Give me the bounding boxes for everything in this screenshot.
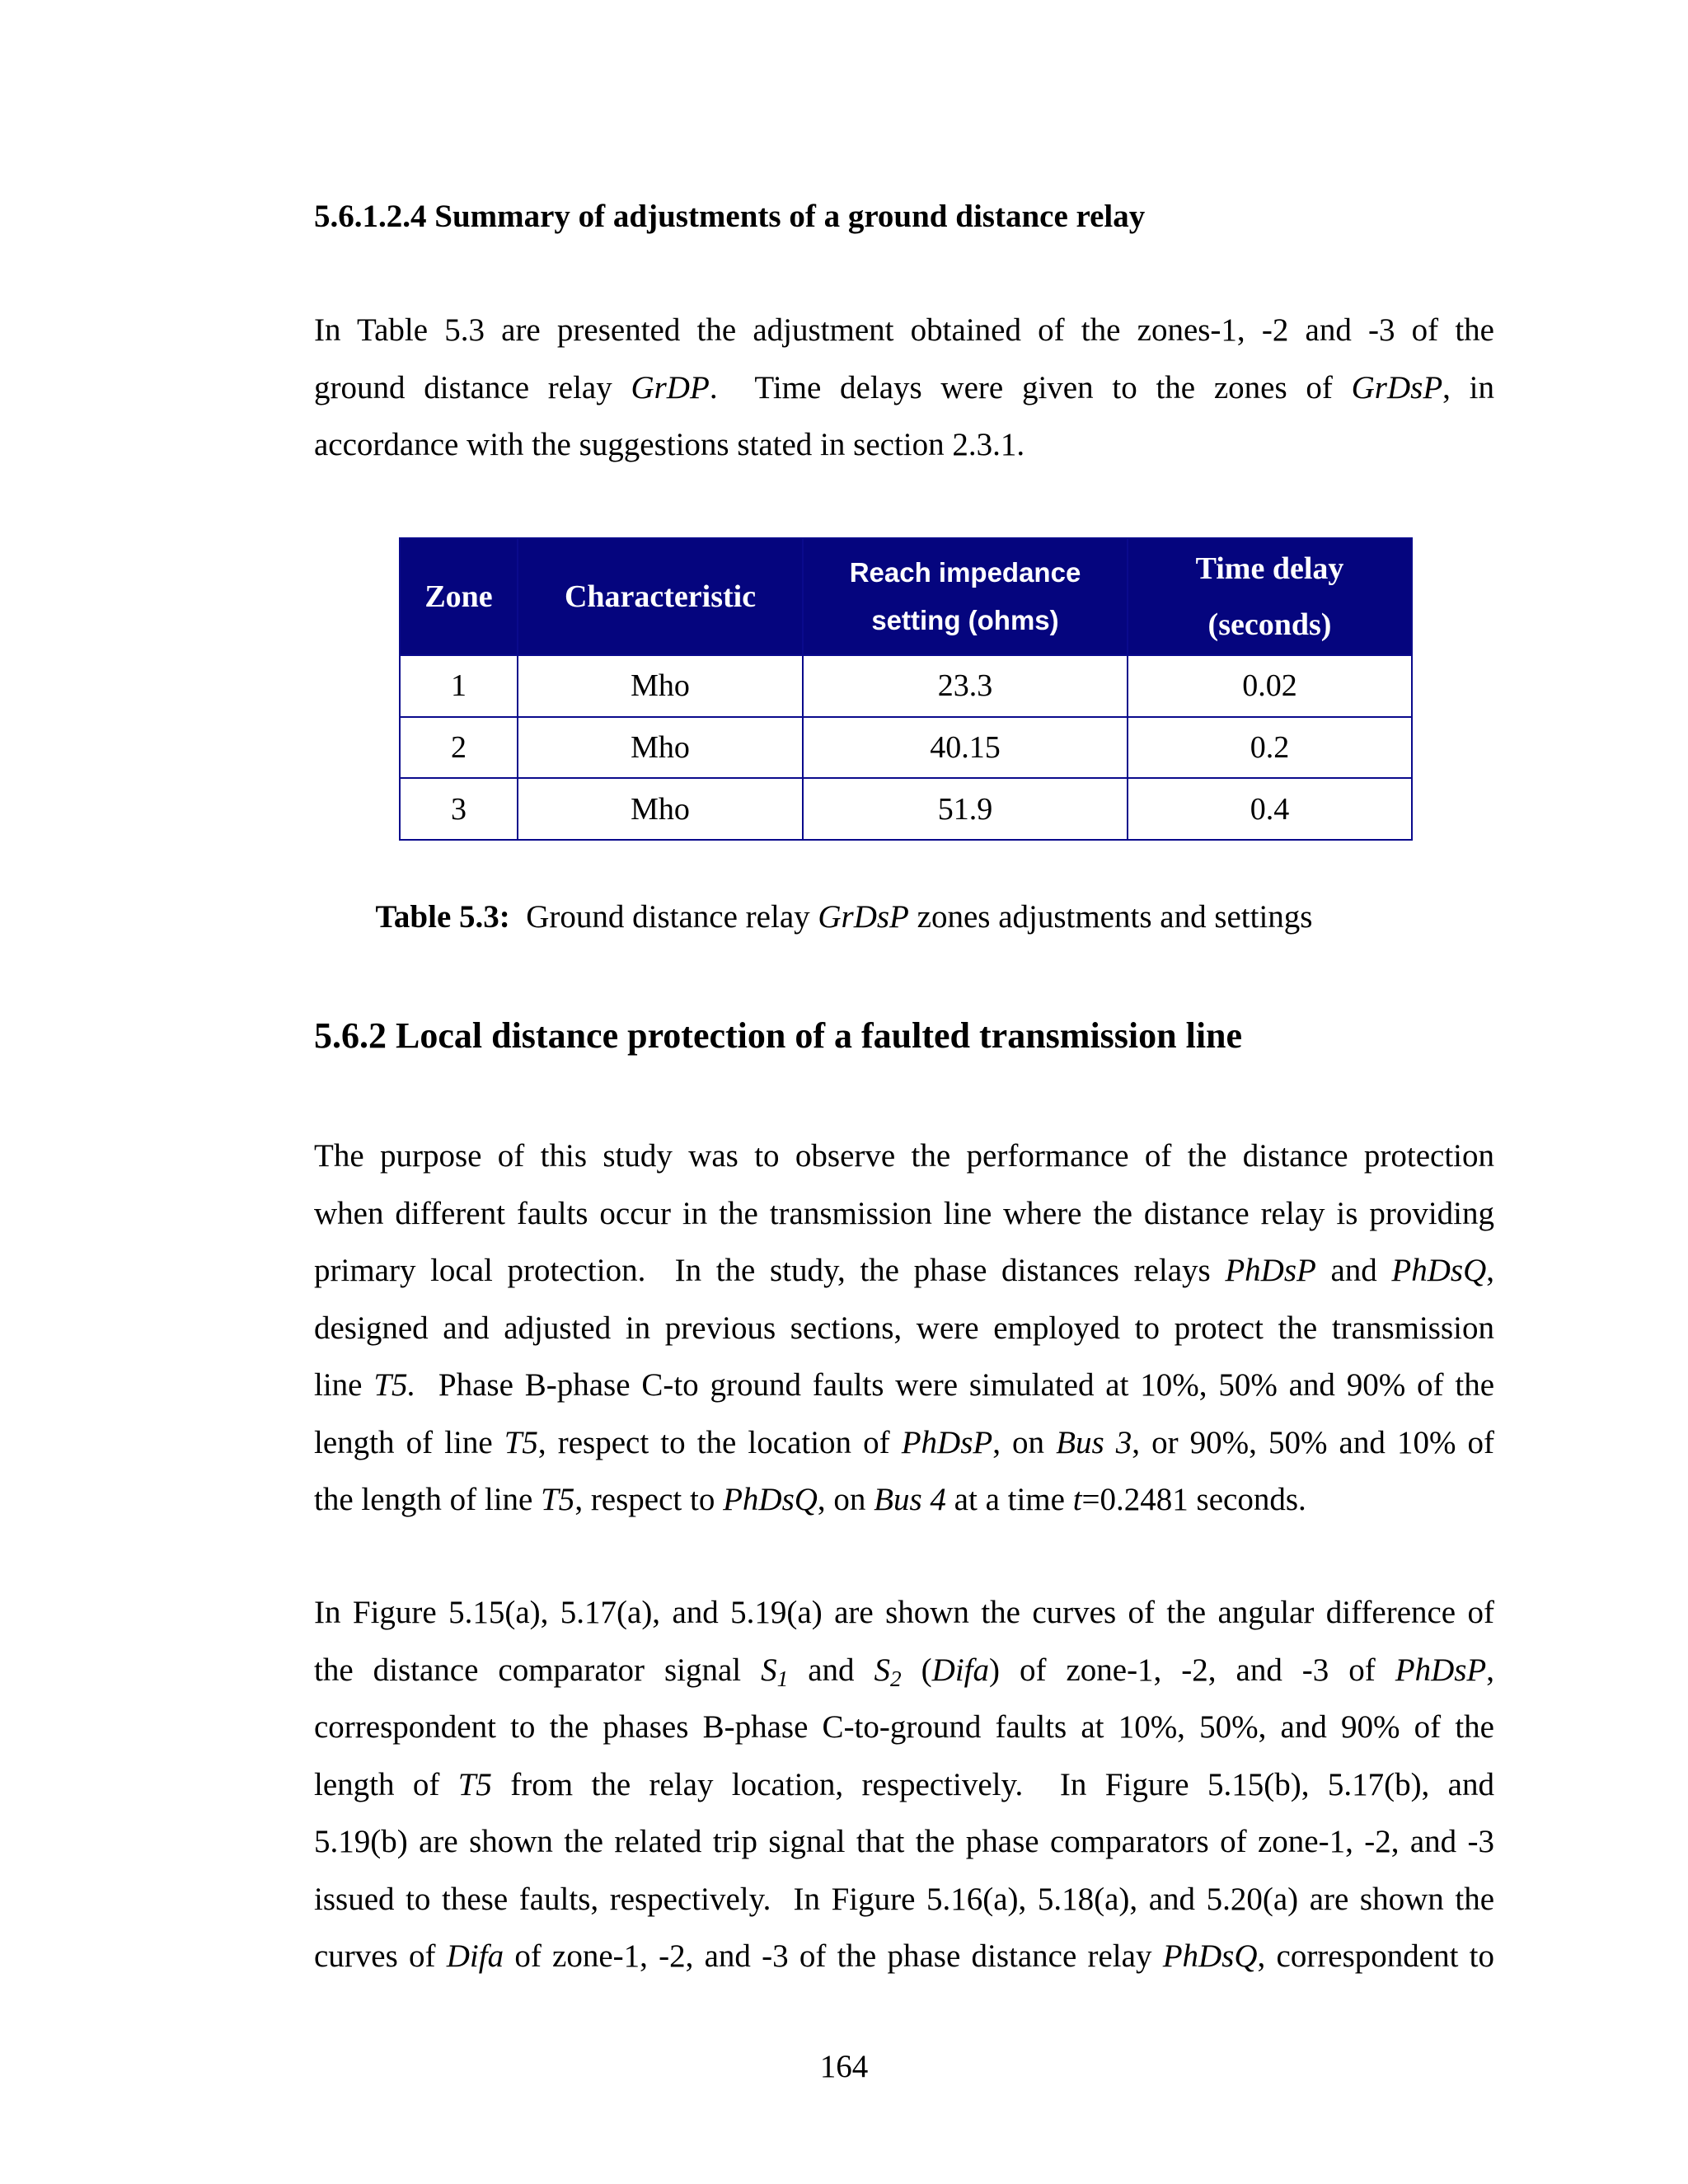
text-run: . Time delays were given to the zones of (709, 369, 1352, 405)
text-line (314, 1357, 1494, 1414)
header-line: setting (ohms) (871, 605, 1059, 635)
text-line (314, 1584, 1494, 1642)
text-run: ground distance relay (314, 369, 631, 405)
table-row (400, 778, 1412, 840)
text-run: the distance comparator signal (314, 1652, 762, 1688)
text-line (314, 1300, 1494, 1357)
text-run: and (788, 1652, 874, 1688)
bus-name: Bus 3 (1056, 1424, 1132, 1460)
text-run: Phase B-phase C-to ground faults were simulated at 10%, 50% and 90% of the (415, 1367, 1495, 1403)
symbol: S (761, 1652, 777, 1688)
text-run: 5.19(b) are shown the related trip signal that the phase comparators of zone-1, -2, and -3 (314, 1824, 1494, 1859)
text-line (314, 1699, 1494, 1756)
table-caption (0, 894, 1688, 940)
text-run: when different faults occur in the transmission line where the distance relay is providing (314, 1195, 1494, 1231)
zone-settings-table (399, 537, 1413, 841)
relay-name: GrDsP (818, 899, 909, 935)
table-row (400, 717, 1412, 779)
cell-characteristic: Mho (518, 655, 803, 717)
header-line: Time delay (1195, 551, 1344, 586)
text-run: curves of (314, 1938, 447, 1974)
text-run: , on (817, 1482, 874, 1517)
text-run: and (1315, 1253, 1392, 1288)
table-header-row (400, 538, 1412, 655)
relay-name: GrDsP (1351, 369, 1443, 405)
signal-name: Difa (446, 1938, 504, 1974)
text-run: correspondent to the phases B-phase C-to-ground faults at 10%, 50%, and 90% of the (314, 1709, 1494, 1745)
relay-name: PhDsQ (1391, 1253, 1487, 1288)
signal-name: Difa (931, 1652, 990, 1688)
cell-characteristic: Mho (518, 717, 803, 779)
cell-delay: 0.02 (1128, 655, 1412, 717)
relay-name: GrDP (631, 369, 710, 405)
header-time-delay (1128, 538, 1412, 655)
text-run: designed and adjusted in previous sections, were employed to protect the transmission (314, 1310, 1494, 1346)
signal-s2 (874, 1652, 902, 1691)
subscript: 2 (890, 1666, 902, 1691)
text-run: In Table 5.3 are presented the adjustment obtained of the zones-1, -2 and -3 of the (314, 312, 1494, 348)
text-run: , correspondent to (1257, 1938, 1494, 1974)
symbol: S (874, 1652, 891, 1688)
cell-zone: 1 (400, 655, 518, 717)
subsection-heading: 5.6.1.2.4 Summary of adjustments of a ground distance relay (314, 199, 1146, 234)
text-run: ) of zone-1, -2, and -3 of (989, 1652, 1395, 1688)
relay-name: PhDsQ (1162, 1938, 1258, 1974)
text-run: zones adjustments and settings (908, 899, 1313, 935)
header-line: (seconds) (1207, 607, 1332, 642)
cell-characteristic: Mho (518, 778, 803, 840)
text-run: the length of line (314, 1482, 542, 1517)
text-run: , on (992, 1424, 1057, 1460)
cell-zone: 2 (400, 717, 518, 779)
text-line (314, 1813, 1494, 1871)
text-run: length of line (314, 1424, 504, 1460)
header-reach-impedance (803, 538, 1128, 655)
text-line (314, 1127, 1494, 1185)
line-name: T5. (373, 1367, 416, 1403)
text-line (314, 1756, 1494, 1814)
text-line (314, 1642, 1494, 1699)
paragraph-study-purpose (314, 1127, 1494, 1529)
text-line (314, 1871, 1494, 1929)
cell-zone: 3 (400, 778, 518, 840)
text-run: Ground distance relay (509, 899, 818, 935)
text-run: , (1486, 1253, 1494, 1288)
text-line (314, 359, 1494, 417)
text-run: length of (314, 1766, 458, 1802)
text-run: primary local protection. In the study, the phase distances relays (314, 1253, 1226, 1288)
time-symbol: t (1072, 1482, 1082, 1517)
relay-name: PhDsP (901, 1424, 993, 1460)
subscript: 1 (776, 1666, 789, 1691)
bus-name: Bus 4 (874, 1482, 946, 1517)
header-characteristic: Characteristic (518, 538, 803, 655)
relay-name: PhDsP (1225, 1253, 1316, 1288)
cell-reach: 40.15 (803, 717, 1128, 779)
text-run: issued to these faults, respectively. In Figure 5.16(a), 5.18(a), and 5.20(a) are shown the (314, 1881, 1494, 1917)
section-heading: 5.6.2 Local distance protection of a faulted transmission line (314, 1015, 1243, 1056)
cell-delay: 0.4 (1128, 778, 1412, 840)
relay-name: PhDsP (1395, 1652, 1487, 1688)
cell-reach: 51.9 (803, 778, 1128, 840)
text-run: , respect to (574, 1482, 724, 1517)
text-run: of zone-1, -2, and -3 of the phase distance relay (504, 1938, 1163, 1974)
line-name: T5 (541, 1482, 575, 1517)
text-run: from the relay location, respectively. In Figure 5.15(b), 5.17(b), and (491, 1766, 1494, 1802)
line-name: T5 (457, 1766, 492, 1802)
header-line: Reach impedance (849, 557, 1081, 588)
paragraph-figure-description (314, 1584, 1494, 1985)
text-run: The purpose of this study was to observe the performance of the distance protection (314, 1138, 1494, 1174)
text-run: , respect to the location of (537, 1424, 902, 1460)
paragraph-table-intro (314, 302, 1494, 474)
line-name: T5 (504, 1424, 538, 1460)
text-line (314, 416, 1494, 474)
text-run: , (1486, 1652, 1494, 1688)
text-line (314, 1414, 1494, 1472)
text-run: line (314, 1367, 374, 1403)
text-run: accordance with the suggestions stated in section 2.3.1. (314, 427, 1025, 462)
table-row (400, 655, 1412, 717)
text-run: In Figure 5.15(a), 5.17(a), and 5.19(a) are shown the curves of the angular difference of (314, 1595, 1494, 1630)
text-line (314, 1928, 1494, 1985)
text-run: =0.2481 seconds. (1081, 1482, 1306, 1517)
text-line (314, 1185, 1494, 1243)
text-run: at a time (945, 1482, 1073, 1517)
page-number: 164 (819, 2049, 869, 2084)
text-run: ( (901, 1652, 932, 1688)
cell-reach: 23.3 (803, 655, 1128, 717)
cell-delay: 0.2 (1128, 717, 1412, 779)
signal-s1 (761, 1652, 789, 1691)
header-zone: Zone (400, 538, 518, 655)
text-run: , in (1442, 369, 1494, 405)
text-line (314, 1242, 1494, 1300)
text-line (314, 1471, 1494, 1529)
caption-label: Table 5.3: (375, 899, 510, 935)
relay-name: PhDsQ (723, 1482, 818, 1517)
text-run: , or 90%, 50% and 10% of (1132, 1424, 1495, 1460)
text-line (314, 302, 1494, 359)
